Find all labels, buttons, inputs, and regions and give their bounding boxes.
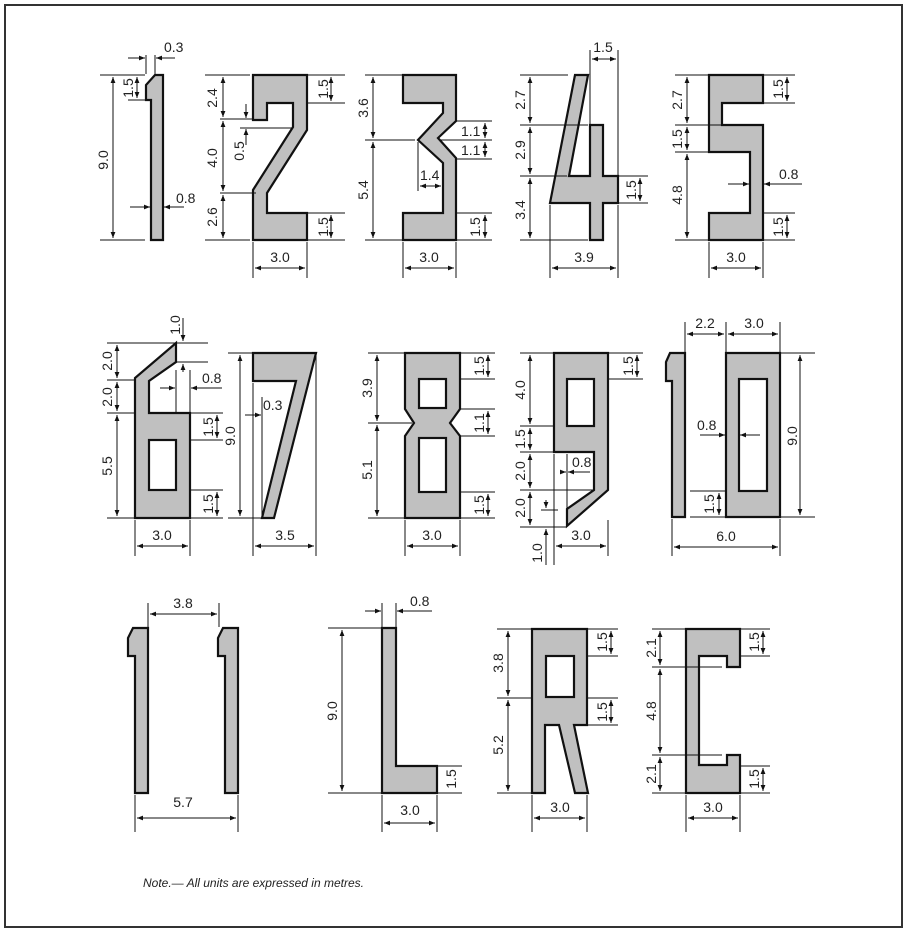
glyph-6 <box>99 315 223 556</box>
svg-text:1.5: 1.5 <box>623 180 639 200</box>
svg-text:1.5: 1.5 <box>512 429 528 449</box>
glyph-1 <box>95 39 196 240</box>
svg-text:2.4: 2.4 <box>204 88 220 108</box>
svg-text:2.0: 2.0 <box>512 461 528 481</box>
svg-text:4.0: 4.0 <box>512 380 528 400</box>
svg-text:3.0: 3.0 <box>703 799 723 815</box>
svg-text:1.5: 1.5 <box>120 78 136 98</box>
svg-text:0.3: 0.3 <box>164 39 184 55</box>
svg-text:2.0: 2.0 <box>99 387 115 407</box>
glyph-5 <box>669 75 802 278</box>
svg-text:1.5: 1.5 <box>770 79 786 99</box>
svg-text:0.8: 0.8 <box>176 190 196 206</box>
svg-text:5.5: 5.5 <box>99 456 115 476</box>
svg-text:9.0: 9.0 <box>324 701 340 721</box>
svg-text:3.0: 3.0 <box>744 315 764 331</box>
svg-text:1.1: 1.1 <box>461 142 481 158</box>
svg-text:1.5: 1.5 <box>315 79 331 99</box>
svg-text:2.7: 2.7 <box>512 90 528 110</box>
svg-text:5.1: 5.1 <box>359 460 375 480</box>
svg-text:3.0: 3.0 <box>550 799 570 815</box>
svg-text:0.5: 0.5 <box>231 141 247 161</box>
glyph-9 <box>512 353 643 565</box>
svg-text:2.2: 2.2 <box>695 315 715 331</box>
glyph-R <box>490 629 618 832</box>
svg-text:3.0: 3.0 <box>400 802 420 818</box>
svg-text:1.0: 1.0 <box>167 315 183 335</box>
svg-text:3.0: 3.0 <box>571 527 591 543</box>
svg-text:3.0: 3.0 <box>726 249 746 265</box>
svg-text:2.1: 2.1 <box>643 638 659 658</box>
svg-text:5.7: 5.7 <box>173 794 193 810</box>
svg-text:2.9: 2.9 <box>512 140 528 160</box>
svg-text:4.8: 4.8 <box>643 701 659 721</box>
glyph-C <box>643 629 770 832</box>
svg-text:1.4: 1.4 <box>420 167 440 183</box>
svg-text:3.9: 3.9 <box>574 249 594 265</box>
glyph-2 <box>204 75 345 278</box>
svg-text:1.5: 1.5 <box>467 217 483 237</box>
svg-text:0.8: 0.8 <box>572 454 592 470</box>
svg-text:3.0: 3.0 <box>422 527 442 543</box>
svg-text:1.1: 1.1 <box>471 413 487 433</box>
svg-text:3.9: 3.9 <box>359 378 375 398</box>
svg-text:2.7: 2.7 <box>669 90 685 110</box>
svg-text:1.5: 1.5 <box>443 769 459 789</box>
svg-text:1.5: 1.5 <box>594 702 610 722</box>
svg-text:2.1: 2.1 <box>643 764 659 784</box>
units-note: Note.— All units are expressed in metres. <box>143 876 364 890</box>
svg-text:2.0: 2.0 <box>99 351 115 371</box>
svg-text:6.0: 6.0 <box>716 528 736 544</box>
svg-text:4.8: 4.8 <box>669 185 685 205</box>
svg-text:9.0: 9.0 <box>95 150 111 170</box>
glyph-7 <box>222 353 316 556</box>
svg-text:1.5: 1.5 <box>200 494 216 514</box>
svg-text:0.8: 0.8 <box>779 166 799 182</box>
svg-text:0.3: 0.3 <box>263 397 283 413</box>
svg-text:9.0: 9.0 <box>222 426 238 446</box>
glyph-L <box>324 593 462 832</box>
svg-text:1.5: 1.5 <box>471 495 487 515</box>
svg-text:3.0: 3.0 <box>270 249 290 265</box>
svg-text:1.5: 1.5 <box>770 217 786 237</box>
svg-text:3.8: 3.8 <box>173 595 193 611</box>
svg-text:2.0: 2.0 <box>512 498 528 518</box>
svg-text:1.5: 1.5 <box>471 356 487 376</box>
svg-text:3.0: 3.0 <box>152 527 172 543</box>
svg-text:1.5: 1.5 <box>315 217 331 237</box>
glyph-11 <box>128 595 238 832</box>
svg-text:5.2: 5.2 <box>490 735 506 755</box>
svg-text:9.0: 9.0 <box>784 426 800 446</box>
svg-text:1.5: 1.5 <box>701 494 717 514</box>
svg-text:1.5: 1.5 <box>746 632 762 652</box>
glyph-10 <box>666 315 815 556</box>
svg-text:1.5: 1.5 <box>200 417 216 437</box>
svg-text:0.8: 0.8 <box>410 593 430 609</box>
svg-text:1.5: 1.5 <box>593 39 613 55</box>
svg-text:1.5: 1.5 <box>620 356 636 376</box>
svg-text:0.8: 0.8 <box>697 417 717 433</box>
svg-text:3.0: 3.0 <box>419 249 439 265</box>
svg-text:3.6: 3.6 <box>355 98 371 118</box>
svg-text:4.0: 4.0 <box>204 148 220 168</box>
svg-text:1.0: 1.0 <box>529 543 545 563</box>
svg-text:1.1: 1.1 <box>461 123 481 139</box>
glyph-4 <box>512 39 648 278</box>
svg-text:1.5: 1.5 <box>594 632 610 652</box>
glyph-3 <box>355 75 492 278</box>
svg-text:0.8: 0.8 <box>202 370 222 386</box>
glyph-8 <box>359 353 495 556</box>
svg-text:3.5: 3.5 <box>275 527 295 543</box>
svg-text:2.6: 2.6 <box>204 207 220 227</box>
svg-text:3.8: 3.8 <box>490 653 506 673</box>
svg-text:1.5: 1.5 <box>669 129 685 149</box>
svg-text:5.4: 5.4 <box>355 180 371 200</box>
svg-text:3.4: 3.4 <box>512 200 528 220</box>
svg-text:1.5: 1.5 <box>746 769 762 789</box>
